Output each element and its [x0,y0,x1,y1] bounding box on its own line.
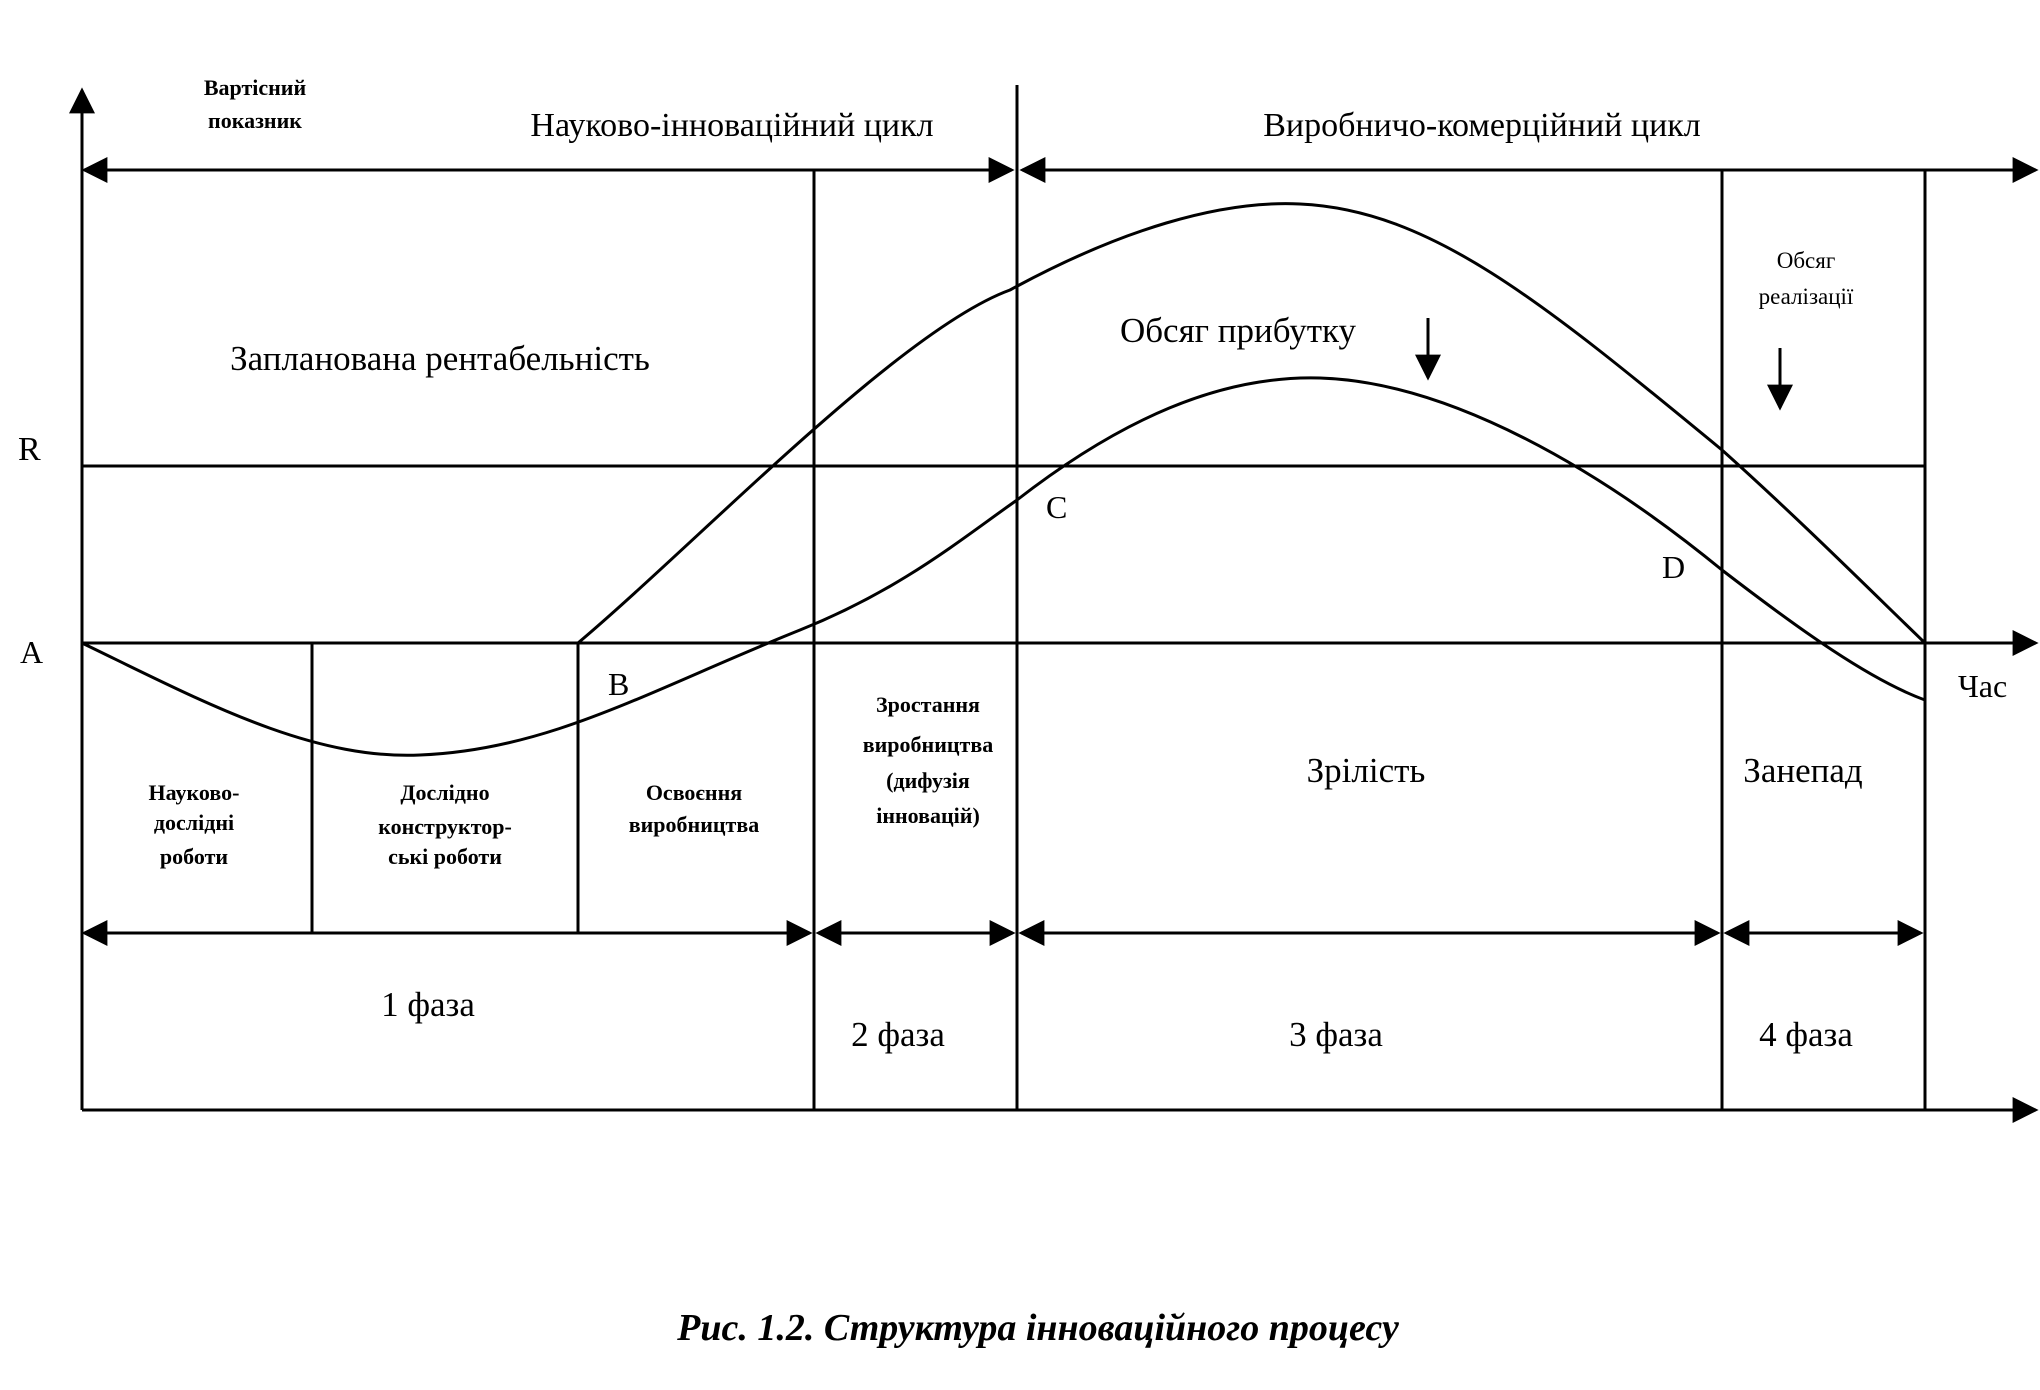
stage-design-line2: конструктор- [378,814,512,839]
stage-mastering-line2: виробництва [628,812,760,837]
point-c: C [1046,489,1068,525]
stage-research-line2: дослідні [153,810,235,835]
a-label: A [20,634,44,670]
phase-3-label: 3 фаза [1289,1015,1383,1054]
x-axis-label: Час [1958,668,2008,704]
stage-decline: Занепад [1743,751,1863,790]
science-cycle-title: Науково-інноваційний цикл [530,107,934,144]
stage-growth-line2: виробництва [862,732,994,757]
stage-design-line3: ські роботи [388,844,502,869]
sales-volume-label-line2: реалізації [1758,284,1854,309]
stage-growth-line3: (дифузія [886,768,970,793]
stage-mastering-line1: Освоєння [645,780,743,805]
sales-volume-label-line1: Обсяг [1776,248,1836,273]
phase-2-label: 2 фаза [851,1015,945,1054]
stage-design-line1: Дослідно [400,780,490,805]
phase-4-label: 4 фаза [1759,1015,1853,1054]
planned-profitability-label: Запланована рентабельність [230,339,650,378]
stage-research-line1: Науково- [148,780,240,805]
point-d: D [1662,549,1686,585]
stage-research-line3: роботи [159,844,229,869]
production-cycle-title: Виробничо-комерційний цикл [1263,107,1701,144]
profit-volume-label: Обсяг прибутку [1119,311,1357,350]
stage-growth-line4: інновацій) [876,803,980,828]
y-axis-label-line1: Вартісний [203,75,307,100]
y-axis-label-line2: показник [208,108,302,133]
stage-growth-line1: Зростання [876,692,980,717]
figure-caption: Рис. 1.2. Структура інноваційного процесу [677,1307,1399,1349]
profit-curve [82,378,1925,755]
r-label: R [18,431,41,468]
phase-1-label: 1 фаза [381,985,475,1024]
stage-maturity: Зрілість [1306,751,1426,790]
point-b: B [608,666,630,702]
